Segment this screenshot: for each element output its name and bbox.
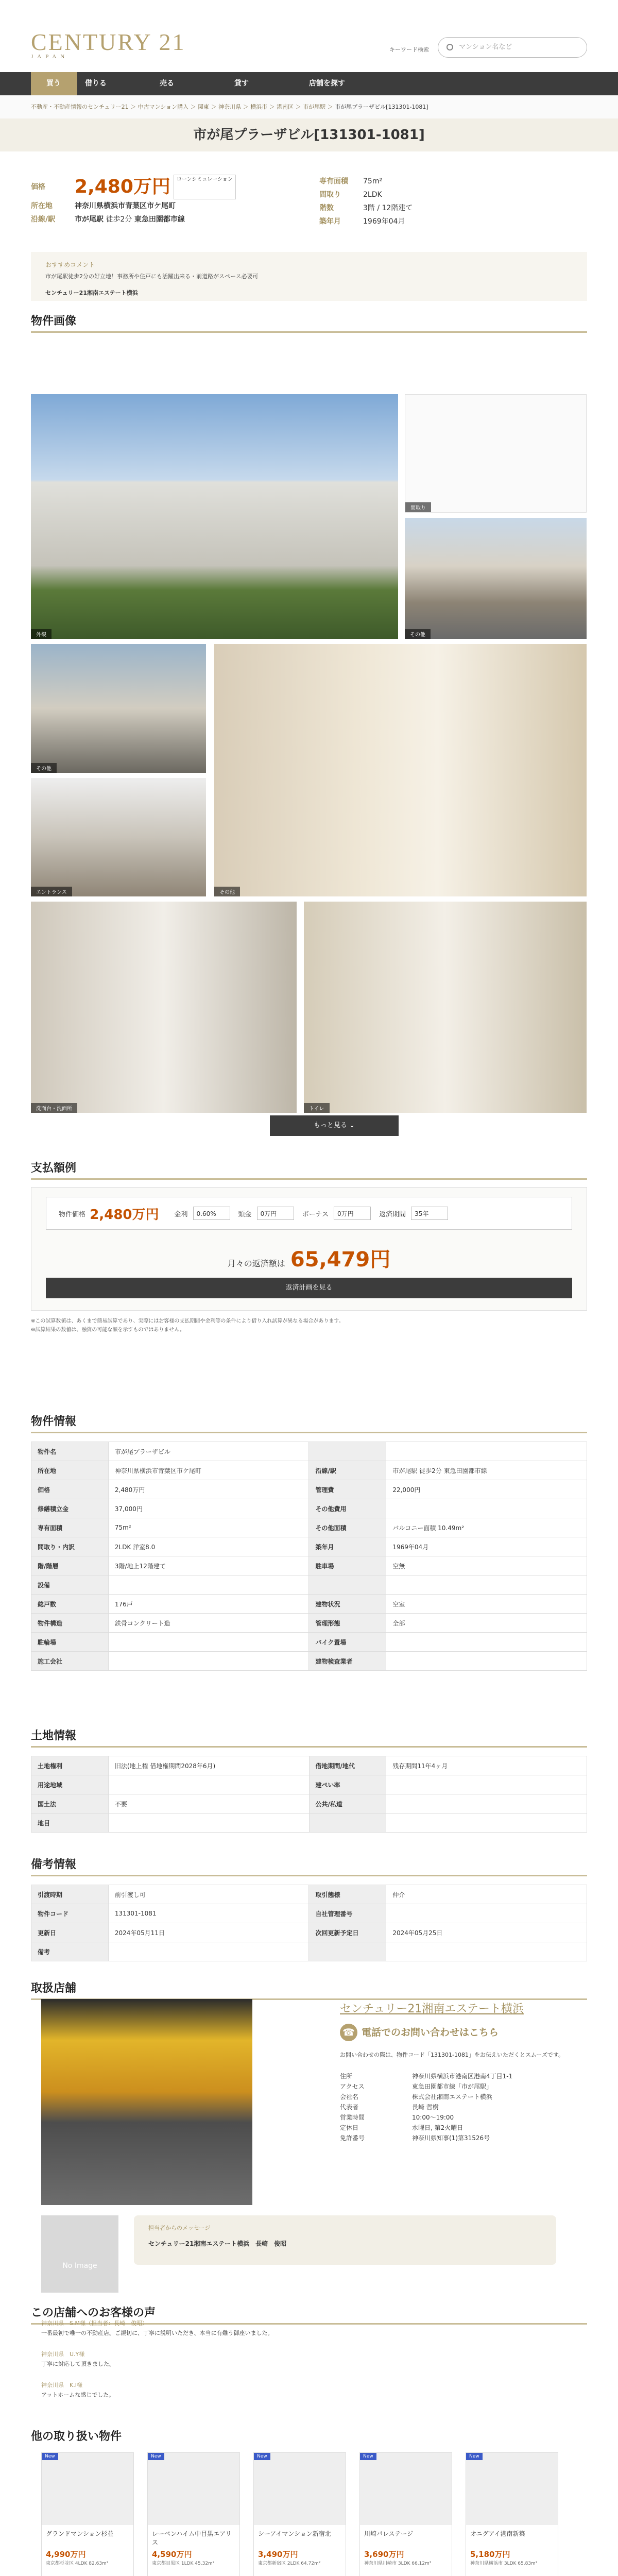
card-price: 4,990万円 xyxy=(46,2550,86,2559)
table-value: 75m² xyxy=(108,1518,309,1537)
card-name: グランドマンション杉並 xyxy=(46,2530,114,2537)
table-key: 自社管理番号 xyxy=(309,1904,386,1923)
voice-section xyxy=(31,2293,587,2406)
table-key: 駐車場 xyxy=(309,1556,386,1575)
card-price: 5,180万円 xyxy=(470,2550,510,2559)
tel-heading[interactable]: ☎ 電話でのお問い合わせはこちら xyxy=(340,2024,499,2041)
table-key: 駐輪場 xyxy=(31,1633,109,1652)
bonus-select[interactable]: 0万円 xyxy=(334,1207,371,1220)
table-row xyxy=(31,1480,587,1499)
section-land: 土地情報 xyxy=(31,1727,587,1748)
voice-item: 神奈川県 K.I様 アットホームな感じでした。 xyxy=(41,2382,115,2398)
store-info-row: 代表者 長崎 哲樹 xyxy=(340,2104,439,2111)
table-value: 市が尾駅 徒歩2分 東急田園都市線 xyxy=(386,1461,587,1480)
new-badge: New xyxy=(466,2453,483,2460)
property-card[interactable] xyxy=(147,2452,240,2576)
photo-label: その他 xyxy=(31,763,57,773)
card-photo xyxy=(360,2453,452,2525)
floor: 3階 / 12階建て xyxy=(363,204,413,212)
table-value: 2,480万円 xyxy=(108,1480,309,1499)
built-label: 築年月 xyxy=(319,217,341,226)
table-key: 取引態様 xyxy=(309,1885,386,1904)
new-badge: New xyxy=(42,2453,58,2460)
search-input[interactable]: マンション名など xyxy=(438,37,587,58)
table-key: 用途地域 xyxy=(31,1775,109,1794)
table-key: 備考 xyxy=(31,1942,109,1961)
table-value: 空室 xyxy=(386,1595,587,1614)
area-label: 専有面積 xyxy=(319,177,348,185)
table-value xyxy=(386,1814,587,1833)
table-row xyxy=(31,1518,587,1537)
table-row xyxy=(31,1461,587,1480)
section-remarks: 備考情報 xyxy=(31,1856,587,1876)
comment-shop: センチュリー21湘南エステート横浜 xyxy=(45,290,138,296)
down-select[interactable]: 0万円 xyxy=(257,1207,294,1220)
logo[interactable]: CENTURY 21 JAPAN xyxy=(31,29,186,60)
table-row xyxy=(31,1652,587,1671)
loc-label: 所在地 xyxy=(31,202,53,210)
land-table xyxy=(31,1756,587,1833)
store-info-row: 免許番号 神奈川県知事(1)第31526号 xyxy=(340,2134,490,2142)
bonus-label: ボーナス xyxy=(302,1210,329,1218)
table-key: 専有面積 xyxy=(31,1518,109,1537)
table-value: バルコニー面積 10.49m² xyxy=(386,1518,587,1537)
table-value xyxy=(386,1442,587,1461)
card-price: 4,590万円 xyxy=(152,2550,192,2559)
breadcrumb-item[interactable]: 中古マンション購入 xyxy=(138,104,189,110)
nav-sell[interactable]: 売る xyxy=(160,79,174,88)
rate-select[interactable]: 0.60% xyxy=(193,1207,230,1220)
photo-main[interactable] xyxy=(31,394,398,639)
card-photo xyxy=(148,2453,239,2525)
main-content xyxy=(31,175,587,333)
photo-label: 外観 xyxy=(31,629,52,639)
nav-buy[interactable]: 買う xyxy=(31,72,77,95)
summary xyxy=(31,175,587,262)
table-key: 設備 xyxy=(31,1575,109,1595)
photo-label: その他 xyxy=(405,629,431,639)
table-value: 残存期間11年4ヶ月 xyxy=(386,1756,587,1775)
breadcrumb-current: 市が尾プラーザビル[131301-1081] xyxy=(335,104,428,110)
table-value xyxy=(386,1575,587,1595)
nav-lend[interactable]: 貸す xyxy=(234,79,249,88)
floor-label: 階数 xyxy=(319,204,334,212)
table-value: 旧法(地上権 借地権期間2028年6月) xyxy=(108,1756,309,1775)
photo-entrance[interactable] xyxy=(31,778,206,896)
section-photos: 物件画像 xyxy=(31,312,587,333)
table-key: 管理形態 xyxy=(309,1614,386,1633)
section-info: 物件情報 xyxy=(31,1413,587,1433)
table-key: 所在地 xyxy=(31,1461,109,1480)
store-name-link[interactable]: センチュリー21湘南エステート横浜 xyxy=(340,2003,524,2015)
card-photo xyxy=(42,2453,133,2525)
comment-body: 市が尾駅徒歩2分の好立地！事務所や住戸にも活躍出来る・前道路がスペース必要可 xyxy=(45,273,259,280)
photo-other-2[interactable] xyxy=(31,644,206,773)
section-store: 取扱店舗 xyxy=(31,1979,587,2000)
store-info-row: 営業時間 10:00〜19:00 xyxy=(340,2114,454,2121)
staff-message: 担当者からのメッセージ センチュリー21湘南エステート横浜 長崎 俊昭 xyxy=(134,2215,556,2265)
property-card[interactable] xyxy=(253,2452,346,2576)
table-value: 鉄骨コンクリート造 xyxy=(108,1614,309,1633)
years-label: 返済期間 xyxy=(379,1210,406,1218)
photo-label: エントランス xyxy=(31,887,72,896)
section-others: 他の取り扱い物件 xyxy=(31,2430,122,2443)
header xyxy=(0,0,618,72)
new-badge: New xyxy=(254,2453,270,2460)
table-value xyxy=(108,1633,309,1652)
card-name: オニグアイ港南新築 xyxy=(470,2530,525,2537)
nav-rent[interactable]: 借りる xyxy=(85,79,107,88)
table-value xyxy=(108,1775,309,1794)
table-key: 物件構造 xyxy=(31,1614,109,1633)
built: 1969年04月 xyxy=(363,217,405,226)
rate-label: 金利 xyxy=(174,1210,188,1218)
photo-floorplan[interactable] xyxy=(405,394,587,513)
search-icon xyxy=(447,44,453,50)
phone-icon: ☎ xyxy=(340,2024,357,2041)
tel-note: お問い合わせの際は、物件コード「131301-1081」をお伝えいただくとスムーズです。 xyxy=(340,2052,564,2058)
table-key: バイク置場 xyxy=(309,1633,386,1652)
location: 神奈川県横浜市青葉区市ケ尾町 xyxy=(75,202,176,210)
table-row xyxy=(31,1537,587,1556)
table-key: 施工会社 xyxy=(31,1652,109,1671)
table-key: 総戸数 xyxy=(31,1595,109,1614)
table-value xyxy=(386,1942,587,1961)
remarks-table xyxy=(31,1885,587,1961)
card-desc: 神奈川県川崎市 3LDK 66.12m² xyxy=(364,2561,432,2566)
pay-price: 2,480万円 xyxy=(90,1207,159,1223)
table-value: 空無 xyxy=(386,1556,587,1575)
table-value xyxy=(386,1633,587,1652)
breadcrumb-item[interactable]: 神奈川県 xyxy=(218,104,242,110)
table-value: 2024年05月25日 xyxy=(386,1923,587,1942)
table-row xyxy=(31,1814,587,1833)
table-value: 2LDK 洋室8.0 xyxy=(108,1537,309,1556)
store-info-row: 会社名 株式会社湘南エステート横浜 xyxy=(340,2093,492,2100)
card-desc: 東京都杉並区 4LDK 82.63m² xyxy=(46,2561,109,2566)
pay-price-label: 物件価格 xyxy=(59,1210,86,1218)
repayment-plan-button[interactable]: 返済計画を見る xyxy=(46,1278,572,1298)
table-key: 管理費 xyxy=(309,1480,386,1499)
table-key: 沿線/駅 xyxy=(309,1461,386,1480)
price-label: 価格 xyxy=(31,183,45,191)
photo-label: トイレ xyxy=(304,1103,330,1113)
table-key: 更新日 xyxy=(31,1923,109,1942)
loan-sim-tag[interactable]: ローンシミュレーション xyxy=(174,175,236,199)
table-value xyxy=(386,1499,587,1518)
breadcrumb-item[interactable]: 港南区 xyxy=(277,104,294,110)
table-value xyxy=(108,1942,309,1961)
card-name: レーベンハイム中目黒エアリス xyxy=(152,2530,232,2546)
page-title: 市が尾プラーザビル[131301-1081] xyxy=(0,118,618,151)
property-card[interactable] xyxy=(41,2452,134,2576)
table-key: 物件名 xyxy=(31,1442,109,1461)
photo-toilet[interactable] xyxy=(304,902,587,1113)
table-value xyxy=(386,1652,587,1671)
store-info xyxy=(340,2071,512,2143)
photo-label: その他 xyxy=(214,887,240,896)
table-key: 価格 xyxy=(31,1480,109,1499)
card-photo xyxy=(254,2453,346,2525)
table-value xyxy=(386,1775,587,1794)
card-desc: 神奈川県横浜市 3LDK 65.83m² xyxy=(470,2561,538,2566)
table-key: 借地期間/地代 xyxy=(309,1756,386,1775)
layout-label: 間取り xyxy=(319,191,341,199)
table-key: 物件コード xyxy=(31,1904,109,1923)
more-photos-button[interactable]: もっと見る ⌄ xyxy=(270,1115,399,1136)
remarks-section xyxy=(31,1844,587,1961)
table-row xyxy=(31,1442,587,1461)
train-line: 東急田園都市線 xyxy=(134,215,185,224)
table-value: 全部 xyxy=(386,1614,587,1633)
voice-item: 神奈川県 S.M様（担当者：長崎 俊昭） 一番最初で唯一の不動産店。ご親切に、丁寧に説明いただき、本当に有難う御座いました。 xyxy=(41,2320,273,2336)
table-value xyxy=(108,1575,309,1595)
card-photo xyxy=(466,2453,558,2525)
store-info-row: 住所 神奈川県横浜市港南区港南4丁目1-1 xyxy=(340,2073,513,2080)
table-row xyxy=(31,1885,587,1904)
nav-store[interactable]: 店舗を探す xyxy=(309,79,345,88)
table-value: 3階/地上12階建て xyxy=(108,1556,309,1575)
monthly-payment: 月々の返済額は 65,479円 xyxy=(227,1248,391,1272)
table-value: 176戸 xyxy=(108,1595,309,1614)
table-value: 前引渡し可 xyxy=(108,1885,309,1904)
payment-section xyxy=(31,1148,587,1334)
table-key: 次回更新予定日 xyxy=(309,1923,386,1942)
table-key: その他面積 xyxy=(309,1518,386,1537)
table-value: 22,000円 xyxy=(386,1480,587,1499)
table-key: 引渡時期 xyxy=(31,1885,109,1904)
walk-time: 徒歩2分 xyxy=(106,215,132,224)
card-name: シーアイマンション新宿北 xyxy=(258,2530,331,2537)
price: 2,480万円 xyxy=(75,176,170,197)
table-row xyxy=(31,1942,587,1961)
comment-title: おすすめコメント xyxy=(45,261,95,268)
breadcrumb: 不動産・不動産情報のセンチュリー21 ＞ 中古マンション購入 ＞ 関東 ＞ 神奈川県 ＞ 横浜市 ＞ 港南区 ＞ 市が尾駅 ＞ 市が尾プラーザビル[131301-1081] xyxy=(0,95,618,118)
photo-washroom[interactable] xyxy=(31,902,297,1113)
table-row xyxy=(31,1775,587,1794)
store-section xyxy=(31,1968,587,2277)
info-section xyxy=(31,1401,587,1671)
breadcrumb-item[interactable]: 市が尾駅 xyxy=(303,104,326,110)
years-select[interactable]: 35年 xyxy=(411,1207,448,1220)
table-key: 国土法 xyxy=(31,1794,109,1814)
photo-label: 洗面台・洗面所 xyxy=(31,1103,77,1113)
card-desc: 東京都新宿区 2LDK 64.72m² xyxy=(258,2561,321,2566)
store-photo xyxy=(41,1999,252,2205)
store-info-row: アクセス 東急田園都市線「市が尾駅」 xyxy=(340,2083,493,2090)
table-row xyxy=(31,1499,587,1518)
table-row xyxy=(31,1794,587,1814)
section-payment: 支払額例 xyxy=(31,1159,587,1180)
table-key: 階/階層 xyxy=(31,1556,109,1575)
table-value: 仲介 xyxy=(386,1885,587,1904)
info-table xyxy=(31,1442,587,1671)
photo-other-1[interactable] xyxy=(405,518,587,639)
table-row xyxy=(31,1904,587,1923)
table-row xyxy=(31,1556,587,1575)
table-key: 建物状況 xyxy=(309,1595,386,1614)
staff-no-image: No Image xyxy=(41,2215,118,2293)
layout: 2LDK xyxy=(363,191,382,199)
breadcrumb-item[interactable]: 横浜市 xyxy=(250,104,268,110)
payment-note: ※この試算数値は、あくまで簡易試算であり、実際にはお客様の支払期間や金利等の条件により借り入れ試算が異なる場合があります。 ※試算結果の数値は、融資の可能な額を示すものではありません。 xyxy=(31,1318,344,1333)
table-row xyxy=(31,1595,587,1614)
property-card[interactable] xyxy=(466,2452,558,2576)
table-key: 公共/私道 xyxy=(309,1794,386,1814)
table-row xyxy=(31,1614,587,1633)
table-value xyxy=(108,1652,309,1671)
others-section xyxy=(31,2416,587,2576)
global-nav xyxy=(0,72,618,95)
table-key: その他費用 xyxy=(309,1499,386,1518)
table-value xyxy=(108,1814,309,1833)
payment-box xyxy=(31,1187,587,1311)
keyword-search-link[interactable]: キーワード検索 xyxy=(389,46,429,53)
land-section xyxy=(31,1716,587,1833)
down-label: 頭金 xyxy=(238,1210,252,1218)
area: 75m² xyxy=(363,177,383,185)
traffic-label: 沿線/駅 xyxy=(31,215,56,224)
new-badge: New xyxy=(148,2453,164,2460)
table-key: 土地権利 xyxy=(31,1756,109,1775)
section-voice: この店舗へのお客様の声 xyxy=(31,2304,587,2325)
table-key: 間取り・内訳 xyxy=(31,1537,109,1556)
table-key xyxy=(309,1942,386,1961)
table-value: 神奈川県横浜市青葉区市ケ尾町 xyxy=(108,1461,309,1480)
new-badge: New xyxy=(360,2453,376,2460)
table-key xyxy=(309,1575,386,1595)
table-row xyxy=(31,1923,587,1942)
table-value: 市が尾プラーザビル xyxy=(108,1442,309,1461)
table-row xyxy=(31,1756,587,1775)
card-desc: 東京都目黒区 1LDK 45.32m² xyxy=(152,2561,215,2566)
table-value xyxy=(386,1794,587,1814)
table-key: 修繕積立金 xyxy=(31,1499,109,1518)
table-key xyxy=(309,1442,386,1461)
table-row xyxy=(31,1633,587,1652)
card-price: 3,690万円 xyxy=(364,2550,404,2559)
table-row xyxy=(31,1575,587,1595)
table-key: 地目 xyxy=(31,1814,109,1833)
breadcrumb-item[interactable]: 不動産・不動産情報のセンチュリー21 xyxy=(31,104,129,110)
table-value: 1969年04月 xyxy=(386,1537,587,1556)
table-key: 建ぺい率 xyxy=(309,1775,386,1794)
table-value: 2024年05月11日 xyxy=(108,1923,309,1942)
card-price: 3,490万円 xyxy=(258,2550,298,2559)
station: 市が尾駅 xyxy=(75,215,104,224)
table-key: 建物検査業者 xyxy=(309,1652,386,1671)
breadcrumb-item[interactable]: 関東 xyxy=(198,104,210,110)
photo-label: 間取り xyxy=(405,502,431,512)
card-name: 川崎パレステージ xyxy=(364,2530,414,2537)
table-key xyxy=(309,1814,386,1833)
table-value: 37,000円 xyxy=(108,1499,309,1518)
table-value xyxy=(386,1904,587,1923)
property-card[interactable] xyxy=(359,2452,452,2576)
photo-other-3[interactable] xyxy=(214,644,587,896)
voice-item: 神奈川県 U.Y様 丁寧に対応して頂きました。 xyxy=(41,2351,115,2367)
table-value: 不要 xyxy=(108,1794,309,1814)
table-value: 131301-1081 xyxy=(108,1904,309,1923)
table-key: 築年月 xyxy=(309,1537,386,1556)
store-info-row: 定休日 水曜日, 第2火曜日 xyxy=(340,2124,464,2131)
